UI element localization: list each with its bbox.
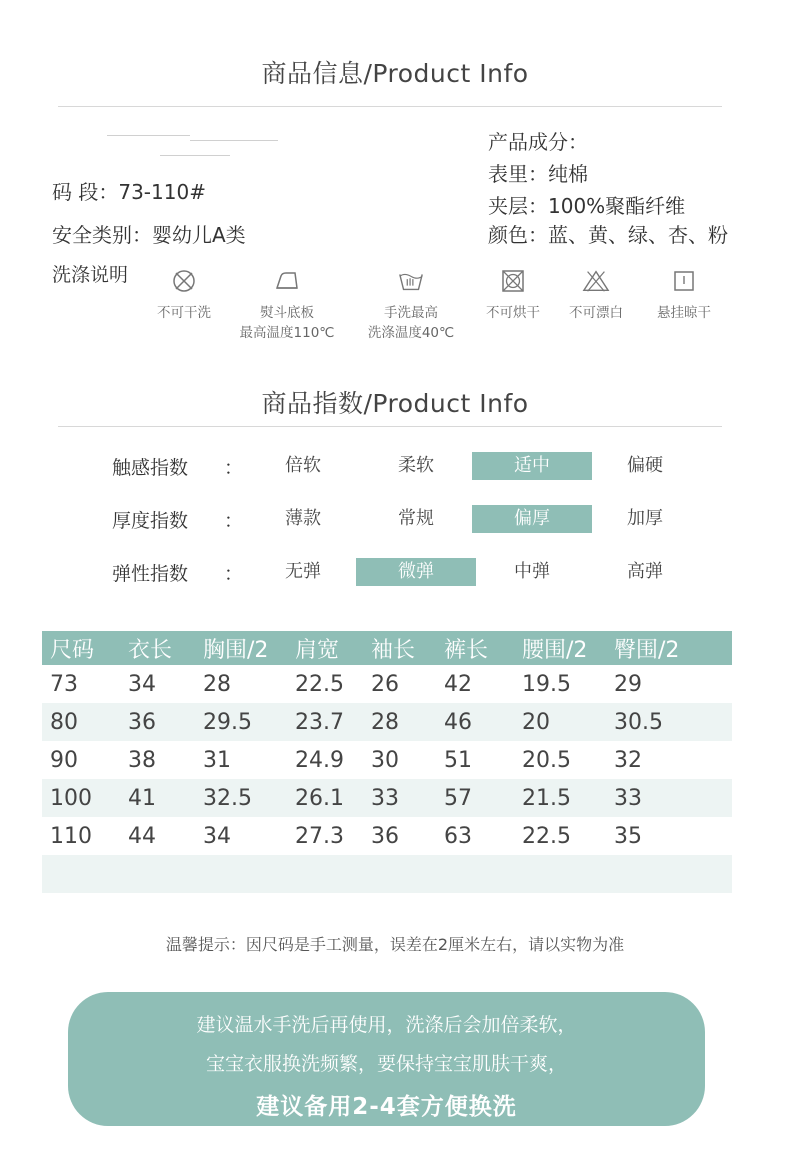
column-header: 裤长	[436, 631, 514, 665]
table-cell: 29.5	[195, 703, 287, 741]
index-label: 厚度指数	[112, 510, 189, 532]
table-cell: 27.3	[295, 823, 344, 849]
table-cell: 34	[128, 671, 156, 697]
table-row	[42, 665, 732, 703]
table-cell: 24.9	[295, 747, 344, 773]
care-item	[230, 267, 344, 343]
index-label: 弹性指数	[112, 563, 189, 585]
table-cell: 90	[50, 747, 78, 773]
table-cell: 32.5	[195, 779, 287, 817]
composition-title: 产品成分：	[488, 130, 588, 154]
table-cell: 31	[203, 747, 231, 773]
table-cell: 33	[363, 779, 436, 817]
care-caption: 手洗最高	[384, 305, 438, 321]
care-caption: 不可漂白	[569, 305, 623, 321]
no-dry-clean-icon	[170, 267, 198, 295]
care-caption: 最高温度110℃	[239, 325, 335, 341]
index-colon: ：	[224, 510, 244, 532]
table-cell: 46	[436, 703, 514, 741]
product-info-title: 商品信息/Product Info	[261, 59, 529, 88]
size-range: 码 段：73-110#	[52, 180, 206, 204]
index-option-selected: 适中	[472, 452, 592, 480]
table-cell: 35	[614, 823, 642, 849]
index-option: 常规	[398, 508, 434, 529]
table-cell: 57	[436, 779, 514, 817]
care-item	[563, 267, 629, 323]
table-cell	[120, 855, 195, 893]
size-table	[42, 631, 732, 893]
outer-material: 表里：纯棉	[488, 162, 588, 186]
table-cell: 30.5	[606, 703, 732, 741]
table-cell: 32	[614, 747, 642, 773]
table-cell: 28	[203, 671, 231, 697]
hand-wash-icon	[397, 267, 425, 295]
table-cell: 110	[50, 823, 92, 849]
table-cell: 29	[614, 671, 642, 697]
column-header: 袖长	[363, 631, 436, 665]
table-cell: 42	[444, 671, 472, 697]
table-cell: 34	[203, 823, 231, 849]
table-cell: 33	[606, 779, 732, 817]
title-divider	[58, 426, 722, 427]
index-colon: ：	[224, 563, 244, 585]
color-options: 颜色：蓝、黄、绿、杏、粉	[488, 223, 728, 247]
table-row	[42, 741, 732, 779]
table-cell: 80	[42, 703, 120, 741]
title-divider	[58, 106, 722, 107]
size-table-header	[42, 631, 732, 665]
column-header: 肩宽	[287, 631, 363, 665]
table-cell: 26.1	[287, 779, 363, 817]
table-cell: 23.7	[287, 703, 363, 741]
lining-material: 夹层：100%聚酯纤维	[488, 194, 686, 218]
care-caption: 不可干洗	[157, 305, 211, 321]
tip-highlight: 建议备用2-4套方便换洗	[256, 1094, 517, 1120]
table-cell: 41	[120, 779, 195, 817]
table-cell: 30	[371, 747, 399, 773]
index-option-selected: 偏厚	[472, 505, 592, 533]
care-item	[651, 267, 717, 323]
table-cell: 38	[128, 747, 156, 773]
care-item	[152, 267, 216, 323]
table-row	[42, 779, 732, 817]
column-header: 尺码	[42, 631, 120, 665]
table-cell: 100	[42, 779, 120, 817]
table-cell	[436, 855, 514, 893]
table-cell	[606, 855, 732, 893]
care-item	[480, 267, 546, 323]
table-cell: 20.5	[522, 747, 571, 773]
index-option: 偏硬	[627, 455, 663, 476]
measurement-note: 温馨提示：因尺码是手工测量，误差在2厘米左右，请以实物为准	[165, 935, 625, 954]
table-cell: 73	[50, 671, 78, 697]
table-cell: 36	[120, 703, 195, 741]
tip-line: 建议温水手洗后再使用，洗涤后会加倍柔软，	[196, 1014, 577, 1036]
table-cell: 28	[363, 703, 436, 741]
decor-line	[190, 140, 278, 141]
table-cell: 63	[444, 823, 472, 849]
column-header: 衣长	[120, 631, 195, 665]
index-option-selected: 微弹	[356, 558, 476, 586]
index-option: 加厚	[627, 508, 663, 529]
decor-line	[160, 155, 230, 156]
table-cell	[287, 855, 363, 893]
index-option: 柔软	[398, 455, 434, 476]
index-option: 薄款	[285, 508, 321, 529]
safety-category: 安全类别：婴幼儿A类	[52, 223, 246, 247]
table-row-empty	[42, 855, 732, 893]
no-bleach-icon	[582, 267, 610, 295]
index-label: 触感指数	[112, 457, 189, 479]
tip-line: 宝宝衣服换洗频繁，要保持宝宝肌肤干爽，	[205, 1053, 567, 1075]
iron-icon	[273, 267, 301, 295]
table-row	[42, 817, 732, 855]
table-cell	[195, 855, 287, 893]
care-caption: 不可烘干	[486, 305, 540, 321]
care-caption: 悬挂晾干	[657, 305, 711, 321]
table-cell: 51	[444, 747, 472, 773]
care-tips-box	[68, 992, 705, 1126]
column-header: 腰围/2	[514, 631, 606, 665]
wash-instructions-label: 洗涤说明	[52, 264, 129, 286]
index-colon: ：	[224, 457, 244, 479]
hang-dry-icon	[670, 267, 698, 295]
table-cell: 36	[371, 823, 399, 849]
index-option: 无弹	[285, 561, 321, 582]
column-header: 臀围/2	[606, 631, 732, 665]
no-tumble-dry-icon	[499, 267, 527, 295]
table-cell: 20	[514, 703, 606, 741]
care-caption: 洗涤温度40℃	[367, 325, 455, 341]
table-cell: 22.5	[295, 671, 344, 697]
table-cell: 22.5	[522, 823, 571, 849]
table-cell: 44	[128, 823, 156, 849]
index-option: 中弹	[514, 561, 550, 582]
decor-line	[107, 135, 190, 136]
column-header: 胸围/2	[195, 631, 287, 665]
table-cell: 21.5	[514, 779, 606, 817]
table-cell: 19.5	[522, 671, 571, 697]
table-row	[42, 703, 732, 741]
table-cell	[514, 855, 606, 893]
table-cell	[42, 855, 120, 893]
index-option: 倍软	[285, 455, 321, 476]
care-item	[358, 267, 464, 343]
index-option: 高弹	[627, 561, 663, 582]
care-caption: 熨斗底板	[260, 305, 314, 321]
table-cell: 26	[371, 671, 399, 697]
table-cell	[363, 855, 436, 893]
product-index-title: 商品指数/Product Info	[261, 389, 529, 418]
